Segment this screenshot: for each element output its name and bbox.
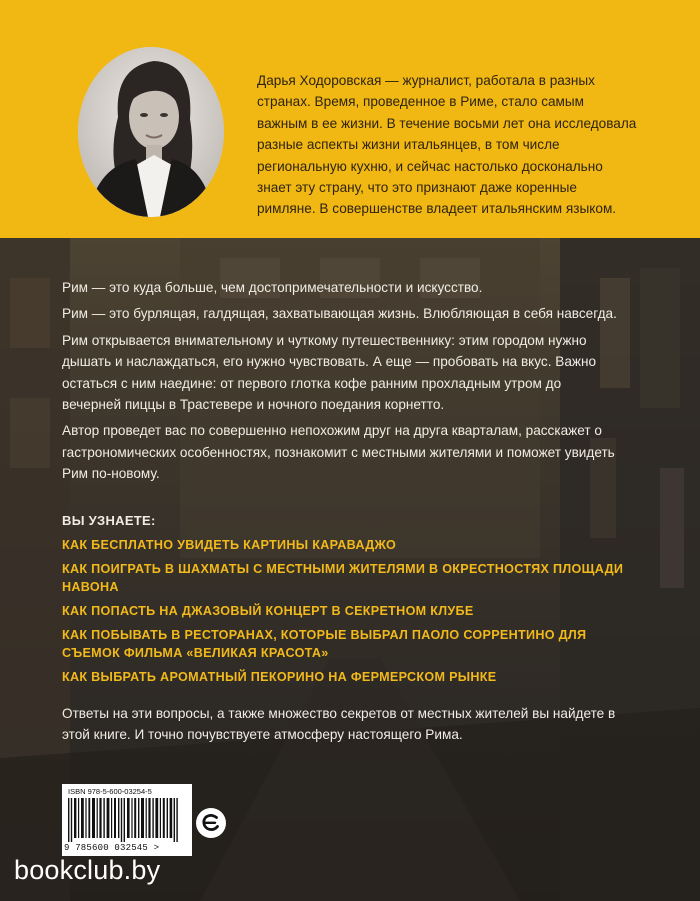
author-band	[0, 0, 700, 238]
author-bio: Дарья Ходоровская — журналист, работала в разных странах. Время, проведенное в Риме, стало самым важным в ее жизни. В течение восьми лет она исследовала разные аспекты жизни итальянцев, в том числе региональную кухню, и сейчас настолько досконально знает эту страну, что это признают даже коренные римляне. В совершенстве владеет итальянским языком.	[257, 73, 637, 217]
author-portrait	[78, 47, 224, 217]
description-paragraph: Рим — это куда больше, чем достопримечательности и искусство.	[62, 280, 483, 295]
closing-text: Ответы на эти вопросы, а также множество секретов от местных жителей вы найдете в этой книге. И точно почувствуете атмосферу настоящего Рима.	[62, 706, 616, 743]
watermark: bookclub.by	[14, 855, 161, 885]
barcode-bars-icon	[68, 798, 186, 842]
learn-item: КАК ПОБЫВАТЬ В РЕСТОРАНАХ, КОТОРЫЕ ВЫБРАЛ ПАОЛО СОРРЕНТИНО ДЛЯ СЪЕМОК ФИЛЬМА «ВЕЛИКАЯ КРАСОТА»	[62, 628, 587, 660]
barcode-digits: 9 785600 032545 >	[64, 843, 160, 853]
isbn-label: ISBN 978-5-600-03254-5	[68, 787, 152, 796]
learn-item: КАК ВЫБРАТЬ АРОМАТНЫЙ ПЕКОРИНО НА ФЕРМЕРСКОМ РЫНКЕ	[62, 670, 497, 684]
learn-item: КАК БЕСПЛАТНО УВИДЕТЬ КАРТИНЫ КАРАВАДЖО	[62, 538, 397, 552]
description-paragraph: Рим открывается внимательному и чуткому путешественнику: этим городом нужно дышать и наслаждаться, его нужно чувствовать. А еще — пробовать на вкус. Важно остаться с ним наедине: от первого глотка кофе ранним прохладным утром до вечерней пиццы в Трастевере и ночного поедания корнетто.	[62, 332, 597, 413]
learn-item: КАК ПОИГРАТЬ В ШАХМАТЫ С МЕСТНЫМИ ЖИТЕЛЯМИ В ОКРЕСТНОСТЯХ ПЛОЩАДИ НАВОНА	[62, 562, 624, 594]
author-photo-icon	[78, 47, 224, 217]
learn-heading: ВЫ УЗНАЕТЕ:	[62, 513, 156, 528]
barcode	[62, 784, 192, 856]
description-paragraph: Рим — это бурлящая, галдящая, захватывающая жизнь. Влюбляющая в себя навсегда.	[62, 306, 617, 322]
learn-list	[62, 536, 642, 692]
book-description	[62, 277, 622, 490]
eksmo-logo-icon	[196, 808, 226, 838]
learn-item: КАК ПОПАСТЬ НА ДЖАЗОВЫЙ КОНЦЕРТ В СЕКРЕТНОМ КЛУБЕ	[62, 604, 474, 618]
description-paragraph: Автор проведет вас по совершенно непохожим друг на друга кварталам, расскажет о гастрономических особенностях, познакомит с местными жителями и поможет увидеть Рим по-новому.	[62, 423, 615, 482]
publisher-logo	[196, 808, 226, 838]
